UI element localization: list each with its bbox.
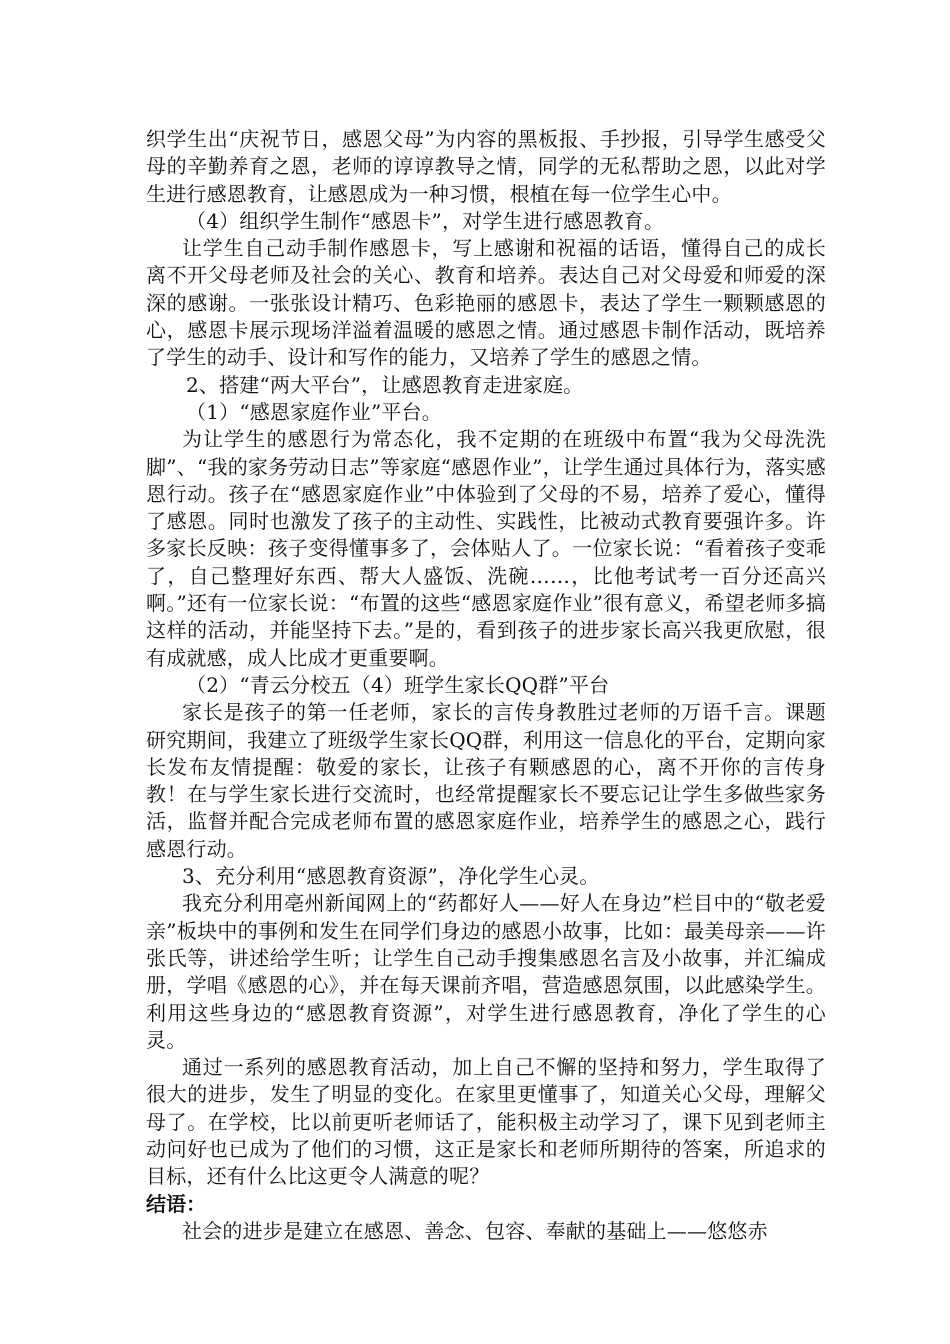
subheading-thanks-card: （4）组织学生制作“感恩卡”，对学生进行感恩教育。 <box>186 208 665 233</box>
heading-education-resources: 3、充分利用“感恩教育资源”，净化学生心灵。 <box>182 864 600 889</box>
paragraph-qq-group: 家长是孩子的第一任老师，家长的言传身教胜过老师的万语千言。课题研究期间，我建立了班级学生家长QQ群，利用这一信息化的平台，定期向家长发布友情提醒：敬爱的家长，让孩子有颗感恩的心，离不开你的言传身教！在与学生家长进行交流时，也经常提醒家长不要忘记让学生多做些家务活，监督并配合完成老师布置的感恩家庭作业，培养学生的感恩之心，践行感恩行动。 <box>146 700 826 861</box>
paragraph-conclusion: 社会的进步是建立在感恩、善念、包容、奉献的基础上——悠悠赤 <box>182 1218 768 1243</box>
paragraph-thanks-card: 让学生自己动手制作感恩卡，写上感谢和祝福的话语，懂得自己的成长离不开父母老师及社会的关心、教育和培养。表达自己对父母爱和师爱的深深的感谢。一张张设计精巧、色彩艳丽的感恩卡，表达了学生一颗颗感恩的心，感恩卡展示现场洋溢着温暖的感恩之情。通过感恩卡制作活动，既培养了学生的动手、设计和写作的能力，又培养了学生的感恩之情。 <box>146 236 826 370</box>
paragraph-family-homework: 为让学生的感恩行为常态化，我不定期的在班级中布置“我为父母洗洗脚”、“我的家务劳动日志”等家庭“感恩作业”，让学生通过具体行为，落实感恩行动。孩子在“感恩家庭作业”中体验到了父母的不易，培养了爱心，懂得了感恩。同时也激发了孩子的主动性、实践性，比被动式教育要强许多。许多家长反映：孩子变得懂事多了，会体贴人了。一位家长说：“看着孩子变乖了，自己整理好东西、帮大人盛饭、洗碗……，比他考试考一百分还高兴啊。”还有一位家长说：“布置的这些“感恩家庭作业”很有意义，希望老师多搞这样的活动，并能坚持下去。”是的，看到孩子的进步家长高兴我更欣慰，很有成就感，成人比成才更重要啊。 <box>146 427 826 670</box>
conclusion-heading: 结语： <box>146 1191 206 1216</box>
paragraph-intro-continued: 织学生出“庆祝节日，感恩父母”为内容的黑板报、手抄报，引导学生感受父母的辛勤养育之恩，老师的谆谆教导之情，同学的无私帮助之恩，以此对学生进行感恩教育，让感恩成为一种习惯，根植在每一位学生心中。 <box>146 127 826 206</box>
subheading-family-homework: （1）“感恩家庭作业”平台。 <box>186 399 442 424</box>
subheading-qq-group: （2）“青云分校五（4）班学生家长QQ群”平台 <box>186 672 610 697</box>
paragraph-education-resources: 我充分利用亳州新闻网上的“药都好人——好人在身边”栏目中的“敬老爱亲”板块中的事例和发生在同学们身边的感恩小故事，比如：最美母亲——许张氏等，讲述给学生听；让学生自己动手搜集感恩名言及小故事，并汇编成册，学唱《感恩的心》，并在每天课前齐唱，营造感恩氛围，以此感染学生。利用这些身边的“感恩教育资源”，对学生进行感恩教育，净化了学生的心灵。 <box>146 891 826 1052</box>
paragraph-results: 通过一系列的感恩教育活动，加上自己不懈的坚持和努力，学生取得了很大的进步，发生了明显的变化。在家里更懂事了，知道关心父母，理解父母了。在学校，比以前更听老师话了，能积极主动学习了，课下见到老师主动问好也已成为了他们的习惯，这正是家长和老师所期待的答案，所追求的目标，还有什么比这更令人满意的呢？ <box>146 1055 826 1189</box>
heading-two-platforms: 2、搭建“两大平台”，让感恩教育走进家庭。 <box>186 372 584 397</box>
document-body <box>146 126 826 1245</box>
